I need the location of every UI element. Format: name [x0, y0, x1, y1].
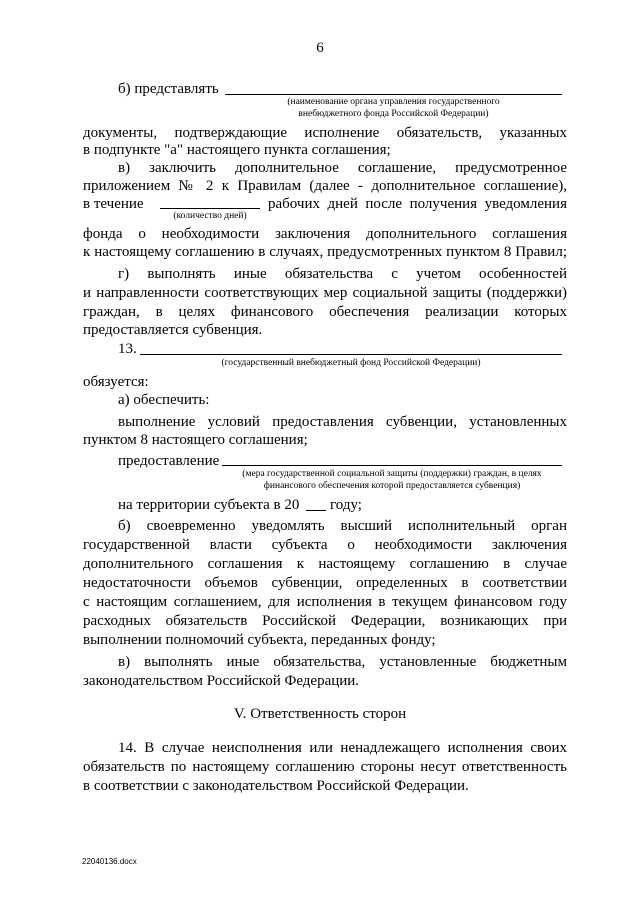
fill-line-measure	[222, 465, 562, 466]
item-g-text-line: предоставляется субвенция.	[83, 322, 263, 338]
item-13-b-text-line: недостаточности объемов субвенции, определенных в соответствии	[83, 575, 567, 591]
territory-suffix: году;	[330, 497, 362, 513]
item-13-b-text-line: выполнении полномочий субъекта, переданных фонду;	[83, 632, 436, 648]
item-13-v-text-line: законодательством Российской Федерации.	[83, 673, 360, 689]
item-13-b-text-line: расходных обязательств Российской Федерации, возникающих при	[83, 613, 567, 629]
item-b-text-line: в подпункте "а" настоящего пункта соглашения;	[83, 142, 391, 158]
caption-days: (количество дней)	[173, 211, 247, 221]
paragraph-14-line: 14. В случае неисполнения или ненадлежащего исполнения своих	[118, 740, 567, 756]
item-b-text-line: документы, подтверждающие исполнение обязательств, указанных	[83, 125, 567, 141]
item-13-a-text-line: выполнение условий предоставления субвенции, установленных	[118, 414, 567, 430]
caption-fund: (государственный внебюджетный фонд Российской Федерации)	[221, 358, 481, 368]
item-v-text-line: в) заключить дополнительное соглашение, предусмотренное	[118, 160, 567, 176]
item-g-text-line: г) выполнять иные обязательства с учетом особенностей	[118, 266, 567, 282]
paragraph-14-line: в соответствии с законодательством Российской Федерации.	[83, 778, 469, 794]
item-g-text-line: и направленности соответствующих мер социальной защиты (поддержки)	[83, 285, 567, 301]
item-b-label: б) представлять	[118, 81, 219, 97]
footer-filename: 22040136.docx	[82, 857, 137, 866]
item-13-v-text-line: в) выполнять иные обязательства, установленные бюджетным	[118, 654, 567, 670]
item-g-text-line: граждан, в целях финансового обеспечения реализации которых	[83, 304, 567, 320]
item-v-text-line: приложением № 2 к Правилам (далее - дополнительное соглашение),	[83, 178, 567, 194]
caption-measure-2: финансового обеспечения которой предоставляется субвенция)	[263, 481, 521, 491]
item-v-text-line: фонда о необходимости заключения дополнительного соглашения	[83, 226, 567, 242]
item-v-text-line: к настоящему соглашению в случаях, предусмотренных пунктом 8 Правил;	[83, 244, 567, 260]
caption-measure-1: (мера государственной социальной защиты (поддержки) граждан, в целях	[242, 469, 542, 479]
fill-line-organ	[225, 94, 562, 95]
territory-prefix: на территории субъекта в 20	[118, 497, 300, 513]
page-number: 6	[316, 40, 324, 56]
item-13-number: 13.	[118, 341, 137, 357]
item-13-b-text-line: государственной власти субъекта о необходимости заключения	[83, 537, 567, 553]
provision-label: предоставление	[118, 453, 220, 469]
caption-organ-1: (наименование органа управления государственного	[287, 97, 500, 107]
item-13-b-text-line: с настоящим соглашением, для исполнения в текущем финансовом году	[83, 594, 567, 610]
paragraph-14-line: обязательств по настоящему соглашению стороны несут ответственность	[83, 759, 567, 775]
caption-organ-2: внебюджетного фонда Российской Федерации)	[298, 109, 489, 119]
item-v-term-prefix: в течение	[83, 196, 144, 212]
section-heading: V. Ответственность сторон	[233, 706, 407, 722]
fill-line-fund	[140, 354, 562, 355]
item-v-term-suffix: рабочих дней после получения уведомления	[268, 196, 567, 212]
item-13-a-label: а) обеспечить:	[118, 392, 210, 408]
fill-line-days	[160, 208, 260, 209]
fill-line-year	[306, 510, 326, 511]
item-13-b-text-line: б) своевременно уведомлять высший исполнительный орган	[118, 518, 567, 534]
item-13-b-text-line: дополнительного соглашения к настоящему соглашению в случае	[83, 556, 567, 572]
item-13-obliges: обязуется:	[83, 374, 149, 390]
item-13-a-text-line: пунктом 8 настоящего соглашения;	[83, 432, 308, 448]
